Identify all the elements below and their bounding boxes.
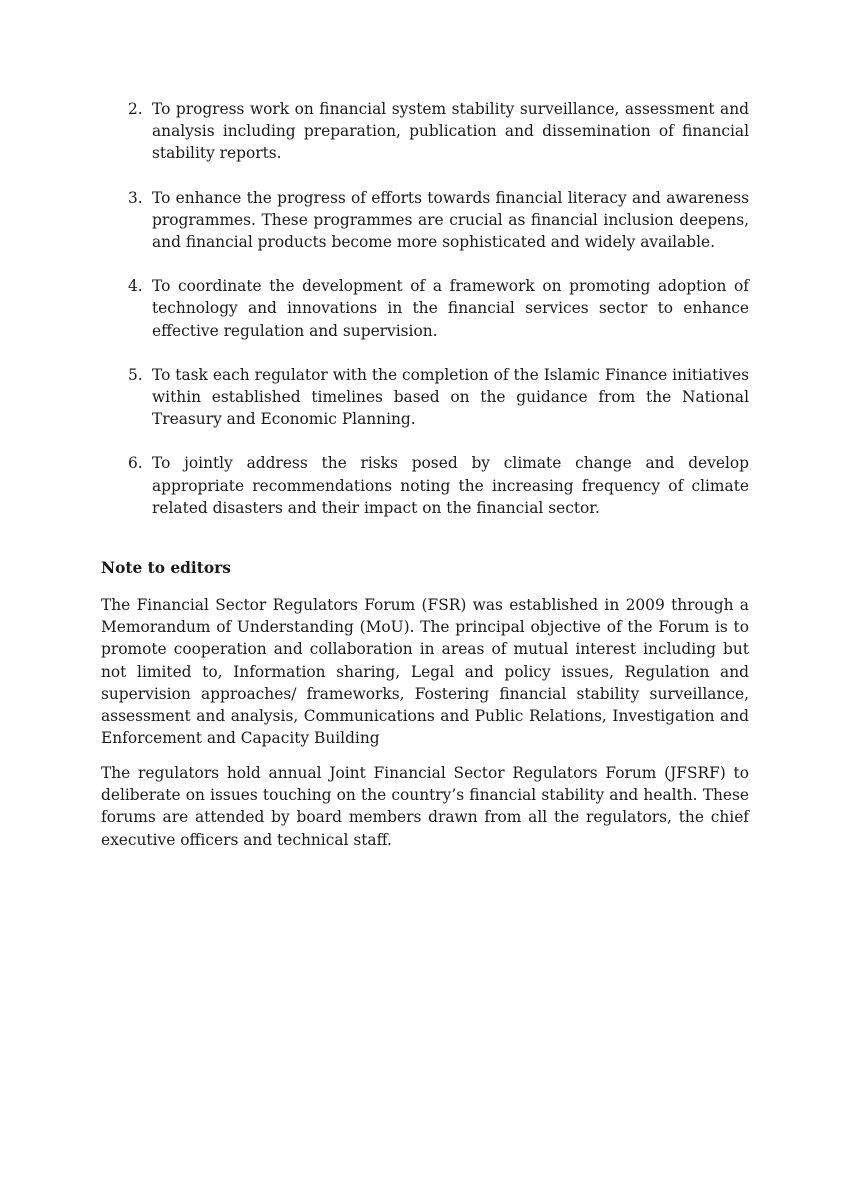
list-item — [101, 364, 749, 431]
list-item-text: To task each regulator with the completion of the Islamic Finance initiatives within established timelines based on the guidance from the National Treasury and Economic Planning. — [152, 365, 749, 429]
note-heading: Note to editors — [101, 559, 231, 577]
list-item-number: 6. — [128, 454, 143, 473]
list-item-text: To coordinate the development of a framework on promoting adoption of technology and innovations in the financial services sector to enhance effective regulation and supervision. — [152, 277, 749, 340]
list-item-number: 2. — [128, 100, 143, 118]
list-item-text: To enhance the progress of efforts towards financial literacy and awareness programmes. These programmes are crucial as financial inclusion deepens, and financial products become more sophisticated and widely available. — [152, 188, 749, 252]
note-paragraph-1: The Financial Sector Regulators Forum (FSR) was established in 2009 through a Memorandum of Understanding (MoU). The principal objective of the Forum is to promote cooperation and collaboration in areas of mutual interest including but not limited to, Information sharing, Legal and policy issues, Regulation and supervision approaches/ frameworks, Fostering financial stability surveillance, assessment and analysis, Communications and Public Relations, Investigation and Enforcement and Capacity Building — [101, 596, 749, 748]
list-item — [101, 452, 749, 519]
resolutions-list — [101, 98, 749, 541]
list-item-number: 5. — [128, 365, 143, 384]
list-item-number: 3. — [128, 188, 143, 207]
list-item-number: 4. — [128, 277, 143, 296]
list-item — [101, 275, 749, 342]
note-paragraph-2: The regulators hold annual Joint Financial Sector Regulators Forum (JFSRF) to deliberate on issues touching on the country’s financial stability and health. These forums are attended by board members drawn from all the regulators, the chief executive officers and technical staff. — [101, 764, 749, 849]
list-item — [101, 98, 749, 165]
list-item-text: To jointly address the risks posed by climate change and develop appropriate recommendations noting the increasing frequency of climate related disasters and their impact on the financial sector. — [152, 454, 749, 517]
list-item — [101, 187, 749, 254]
list-item-text: To progress work on financial system stability surveillance, assessment and analysis including preparation, publication and dissemination of financial stability reports. — [152, 100, 749, 163]
